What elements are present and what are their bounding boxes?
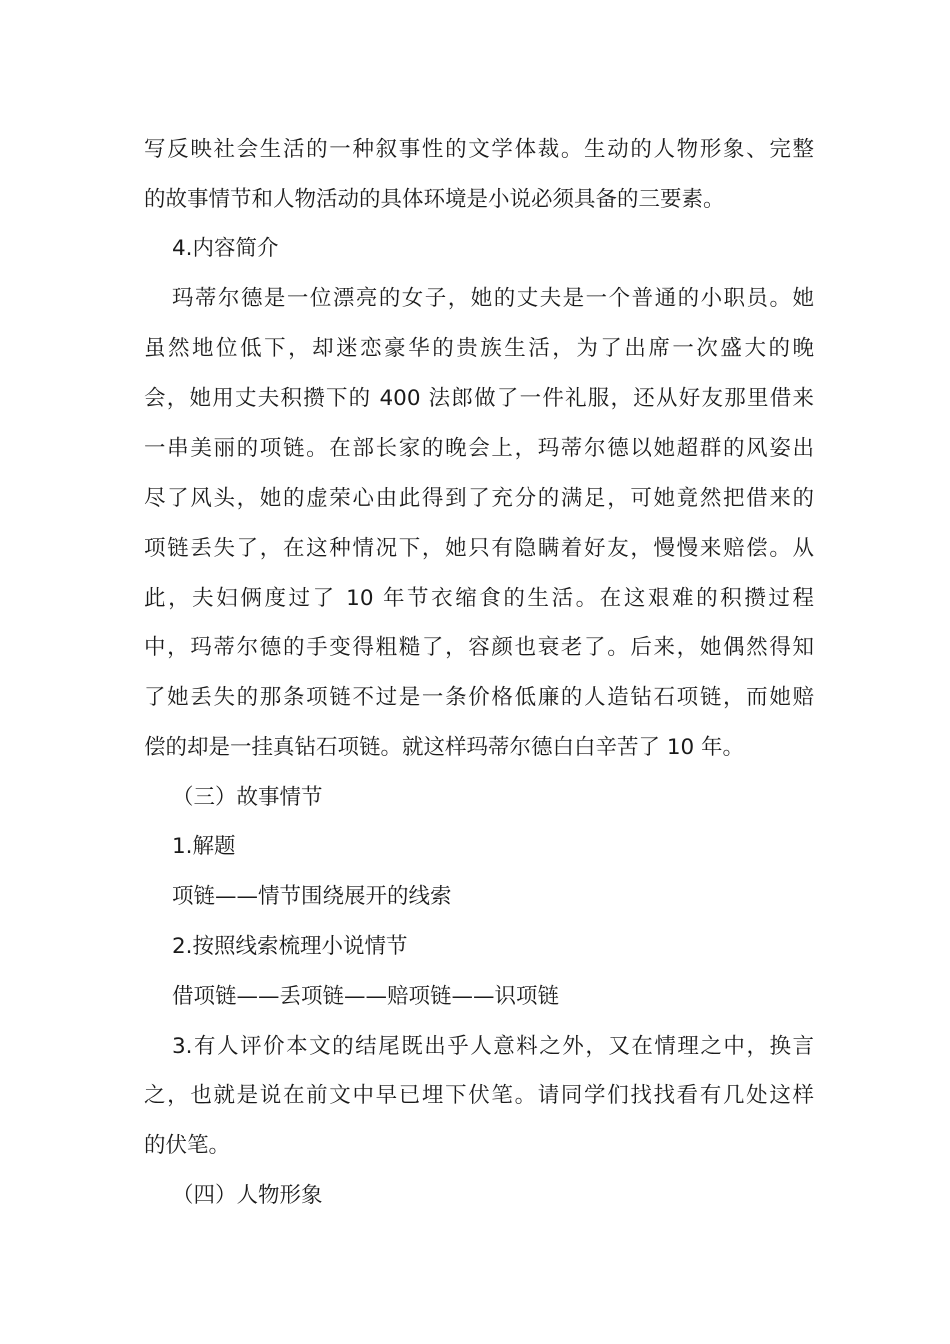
- body-text-line: 的故事情节和人物活动的具体环境是小说必须具备的三要素。: [144, 187, 725, 212]
- body-text-line: 此，夫妇俩度过了 10 年节衣缩食的生活。在这艰难的积攒过程: [144, 586, 814, 611]
- body-text-line: 了她丢失的那条项链不过是一条价格低廉的人造钻石项链，而她赔: [144, 685, 814, 710]
- body-text-line: 尽了风头，她的虚荣心由此得到了充分的满足，可她竟然把借来的: [144, 486, 814, 511]
- section-heading: 2.按照线索梳理小说情节: [172, 934, 408, 959]
- section-heading: 1.解题: [172, 834, 236, 859]
- body-text-line: 玛蒂尔德是一位漂亮的女子，她的丈夫是一个普通的小职员。她: [172, 286, 814, 311]
- section-heading: （四）人物形象: [172, 1183, 323, 1208]
- section-heading: 4.内容简介: [172, 236, 279, 261]
- body-text-line: 借项链——丢项链——赔项链——识项链: [172, 984, 560, 1009]
- body-text-line: 虽然地位低下，却迷恋豪华的贵族生活，为了出席一次盛大的晚: [144, 336, 814, 361]
- body-text-line: 会，她用丈夫积攒下的 400 法郎做了一件礼服，还从好友那里借来: [144, 386, 814, 411]
- body-text-line: 偿的却是一挂真钻石项链。就这样玛蒂尔德白白辛苦了 10 年。: [144, 735, 745, 760]
- section-heading: （三）故事情节: [172, 785, 323, 810]
- body-text-line: 中，玛蒂尔德的手变得粗糙了，容颜也衰老了。后来，她偶然得知: [144, 635, 814, 660]
- body-text-line: 项链——情节围绕展开的线索: [172, 884, 452, 909]
- body-text-line: 3.有人评价本文的结尾既出乎人意料之外，又在情理之中，换言: [172, 1034, 814, 1059]
- body-text-line: 的伏笔。: [144, 1133, 231, 1158]
- body-text-line: 写反映社会生活的一种叙事性的文学体裁。生动的人物形象、完整: [144, 137, 814, 162]
- body-text-line: 之，也就是说在前文中早已埋下伏笔。请同学们找找看有几处这样: [144, 1083, 814, 1108]
- body-text-line: 一串美丽的项链。在部长家的晚会上，玛蒂尔德以她超群的风姿出: [144, 436, 814, 461]
- body-text-line: 项链丢失了，在这种情况下，她只有隐瞒着好友，慢慢来赔偿。从: [144, 536, 814, 561]
